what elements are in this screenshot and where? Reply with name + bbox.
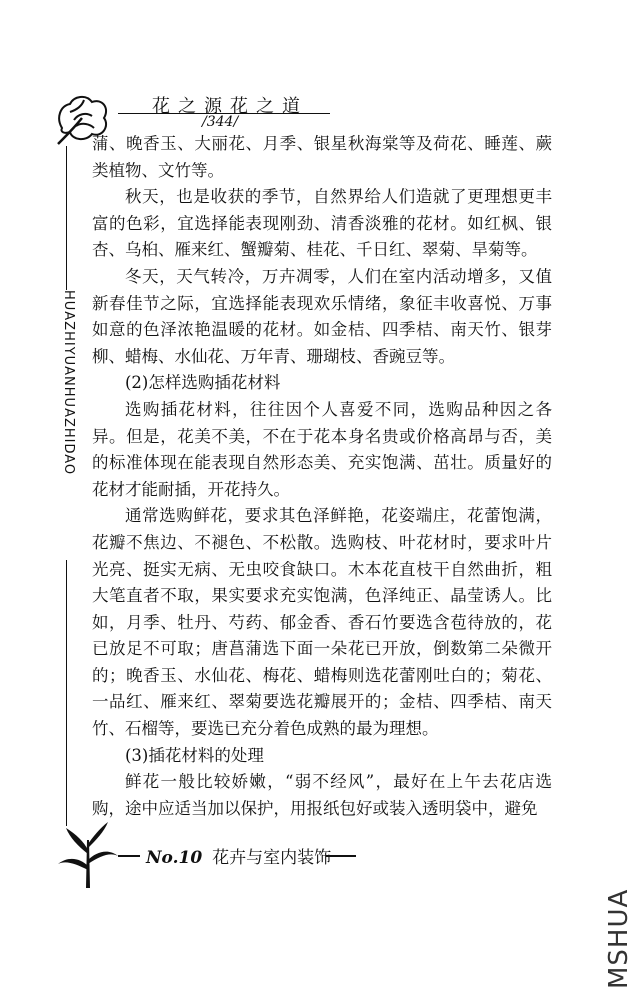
running-header-title: 花之源花之道 xyxy=(152,96,308,117)
footer-book-title: 花卉与室内装饰 xyxy=(212,848,332,868)
paragraph: 蒲、晚香玉、大丽花、月季、银星秋海棠等及荷花、睡莲、蕨类植物、文竹等。 xyxy=(92,134,552,180)
paragraph: 鲜花一般比较娇嫩，“弱不经风”，最好在上午去花店选购，途中应适当加以保护，用报纸包好或装入透明袋中，避免 xyxy=(92,772,552,818)
section-heading: (3)插花材料的处理 xyxy=(125,745,264,765)
paragraph: 通常选购鲜花，要求其色泽鲜艳，花姿端庄，花蕾饱满，花瓣不焦边、不褪色、不松散。选购枝、叶花材时，要求叶片光亮、挺实无病、无虫咬食缺口。木本花直枝干自然曲折，粗大笔直者不取，果实要求充实饱满，色泽纯正、晶莹诱人。比如，月季、牡丹、芍药、郁金香、香石竹要选含苞待放的，花已放足不可取；唐菖蒲选下面一朵花已开放，倒数第二朵微开的；晚香玉、水仙花、梅花、蜡梅则选花蕾刚吐白的；菊花、一品红、雁来红、翠菊要选花瓣展开的；金桔、四季桔、南天竹、石榴等，要选已充分着色成熟的最为理想。 xyxy=(92,506,552,739)
section-heading: (2)怎样选购插花材料 xyxy=(125,373,281,393)
paragraph: 选购插花材料，往往因个人喜爱不同，选购品种因之各异。但是，花美不美，不在于花本身名贵或价格高昂与否，美的标准体现在能表现自然形态美、充实饱满、茁壮。质量好的花材才能耐插，开花持久。 xyxy=(92,399,552,499)
footer-title xyxy=(146,843,331,868)
footer-series-number: No.10 xyxy=(146,848,203,868)
spine-text: HUAZHIYUANHUAZHIDAO xyxy=(56,290,76,560)
page-number: /344/ xyxy=(202,114,239,130)
body-text xyxy=(92,131,552,822)
plant-ornament-icon xyxy=(56,820,120,890)
footer-rule-right xyxy=(326,855,356,857)
paragraph: 秋天，也是收获的季节，自然界给人们造就了更理想更丰富的色彩，宜选择能表现刚劲、清香淡雅的花材。如红枫、银杏、乌桕、雁来红、蟹瓣菊、桂花、千日红、翠菊、旱菊等。 xyxy=(92,187,552,260)
paragraph: 冬天，天气转冷，万卉凋零，人们在室内活动增多，又值新春佳节之际，宜选择能表现欢乐情绪，象征丰收喜悦、万事如意的色泽浓艳温暖的花材。如金桔、四季桔、南天竹、银芽柳、蜡梅、水仙花、万年青、珊瑚枝、香豌豆等。 xyxy=(92,266,552,366)
watermark-text: MSHUA xyxy=(604,888,634,989)
footer-rule-left xyxy=(118,855,140,857)
